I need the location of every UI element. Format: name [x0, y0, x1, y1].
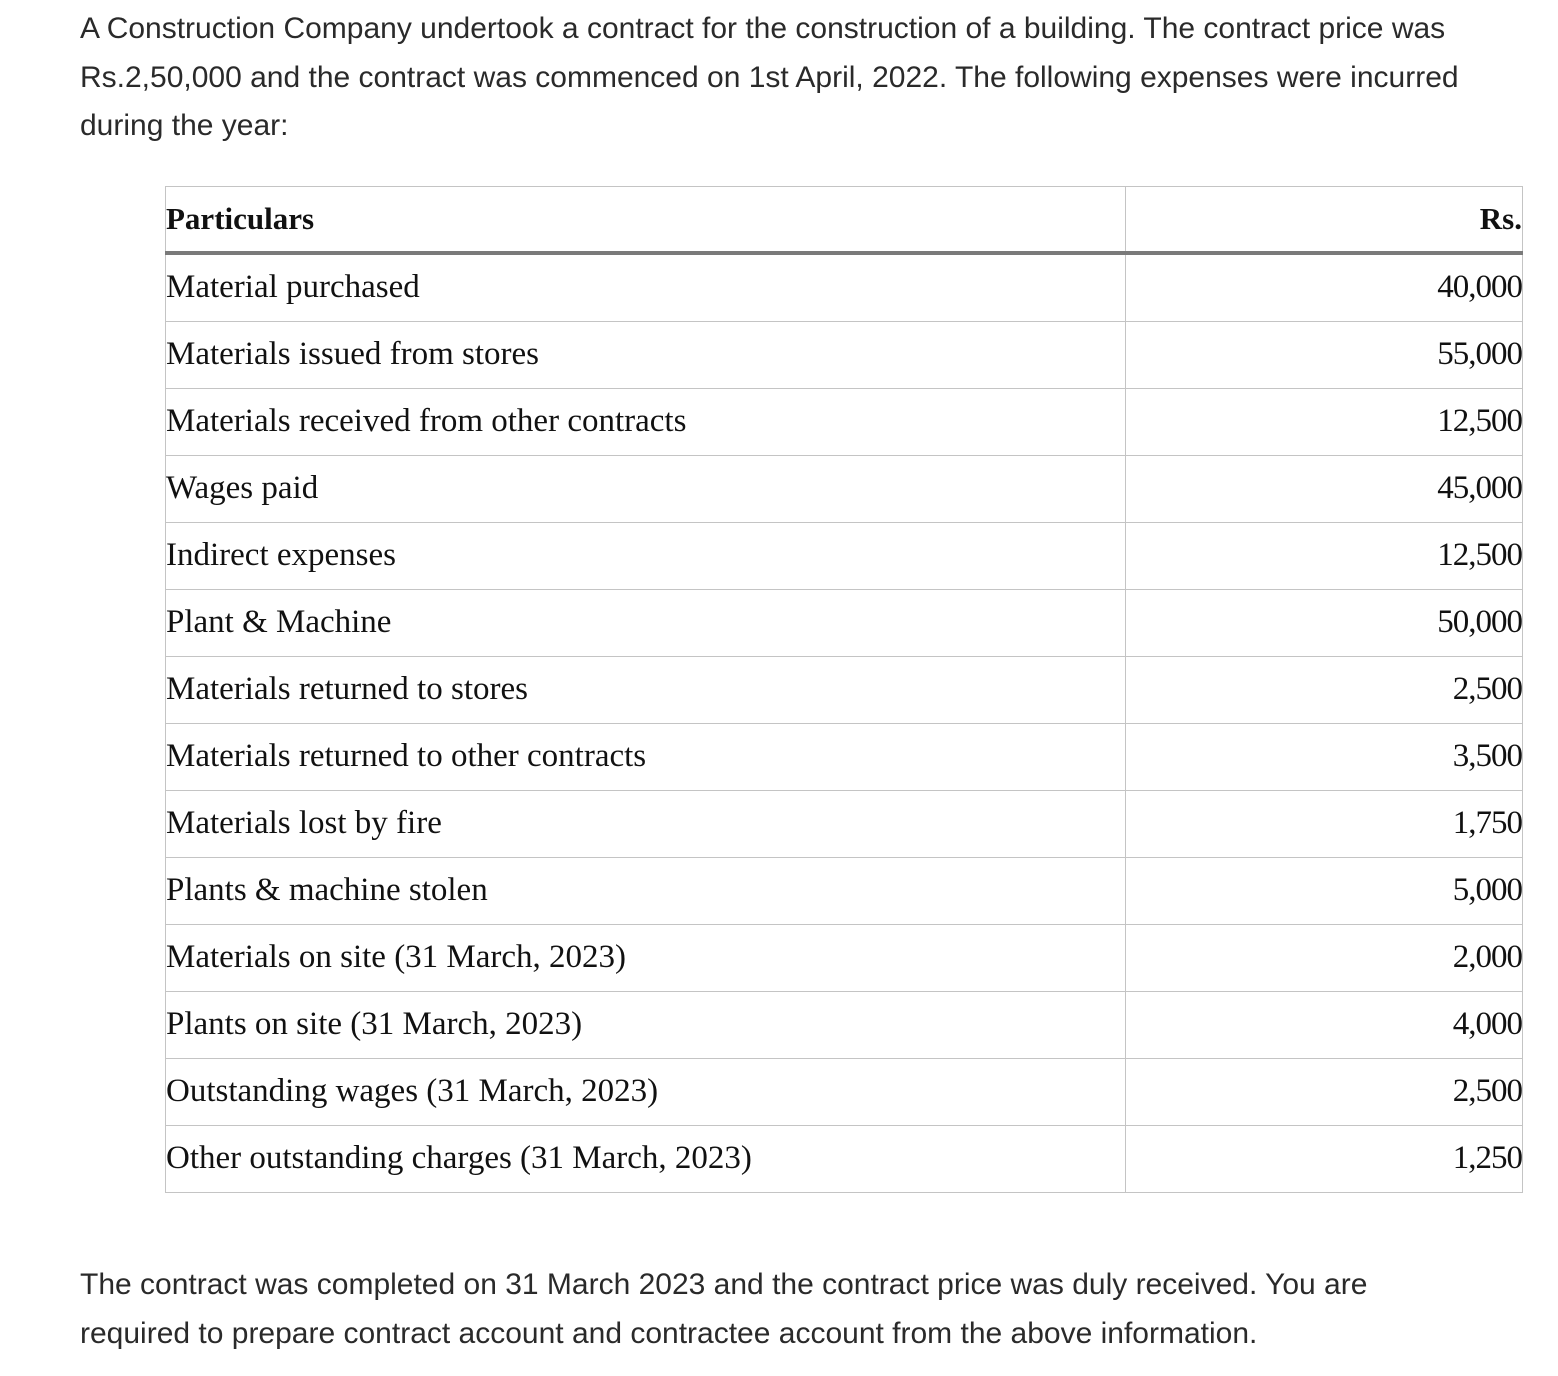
- table-row: [166, 1058, 1523, 1125]
- row-particular: Plants on site (31 March, 2023): [166, 991, 1126, 1058]
- table-row: [166, 253, 1523, 322]
- header-amount: Rs.: [1126, 187, 1523, 253]
- row-amount: 12,500: [1126, 388, 1523, 455]
- row-particular: Materials returned to stores: [166, 656, 1126, 723]
- row-amount: 1,750: [1126, 790, 1523, 857]
- row-particular: Materials returned to other contracts: [166, 723, 1126, 790]
- row-particular: Wages paid: [166, 455, 1126, 522]
- table-header: [166, 187, 1523, 253]
- table-row: [166, 1125, 1523, 1192]
- closing-paragraph: The contract was completed on 31 March 2023 and the contract price was duly received. You are required to prepare contract account and contractee account from the above information.: [80, 1268, 1368, 1350]
- row-amount: 4,000: [1126, 991, 1523, 1058]
- table-row: [166, 589, 1523, 656]
- row-particular: Materials issued from stores: [166, 321, 1126, 388]
- table-row: [166, 723, 1523, 790]
- row-amount: 40,000: [1126, 253, 1523, 322]
- intro-paragraph: A Construction Company undertook a contract for the construction of a building. The contract price was Rs.2,50,000 and the contract was commenced on 1st April, 2022. The following expenses were incurred during the year:: [80, 12, 1459, 142]
- row-amount: 5,000: [1126, 857, 1523, 924]
- row-particular: Indirect expenses: [166, 522, 1126, 589]
- row-particular: Material purchased: [166, 253, 1126, 322]
- expenses-table: [165, 186, 1523, 1193]
- row-amount: 2,000: [1126, 924, 1523, 991]
- row-amount: 50,000: [1126, 589, 1523, 656]
- table-row: [166, 656, 1523, 723]
- row-particular: Materials received from other contracts: [166, 388, 1126, 455]
- row-particular: Other outstanding charges (31 March, 2023): [166, 1125, 1126, 1192]
- table-row: [166, 790, 1523, 857]
- table-row: [166, 455, 1523, 522]
- row-amount: 2,500: [1126, 1058, 1523, 1125]
- row-amount: 45,000: [1126, 455, 1523, 522]
- table-row: [166, 924, 1523, 991]
- row-particular: Plant & Machine: [166, 589, 1126, 656]
- row-particular: Outstanding wages (31 March, 2023): [166, 1058, 1126, 1125]
- row-amount: 12,500: [1126, 522, 1523, 589]
- table-row: [166, 388, 1523, 455]
- row-amount: 1,250: [1126, 1125, 1523, 1192]
- header-particulars: Particulars: [166, 187, 1126, 253]
- row-particular: Materials lost by fire: [166, 790, 1126, 857]
- header-row: [166, 187, 1523, 253]
- row-amount: 3,500: [1126, 723, 1523, 790]
- table-row: [166, 522, 1523, 589]
- table-row: [166, 321, 1523, 388]
- row-particular: Plants & machine stolen: [166, 857, 1126, 924]
- row-amount: 2,500: [1126, 656, 1523, 723]
- table-row: [166, 857, 1523, 924]
- row-amount: 55,000: [1126, 321, 1523, 388]
- row-particular: Materials on site (31 March, 2023): [166, 924, 1126, 991]
- table-row: [166, 991, 1523, 1058]
- table-body: [166, 253, 1523, 1193]
